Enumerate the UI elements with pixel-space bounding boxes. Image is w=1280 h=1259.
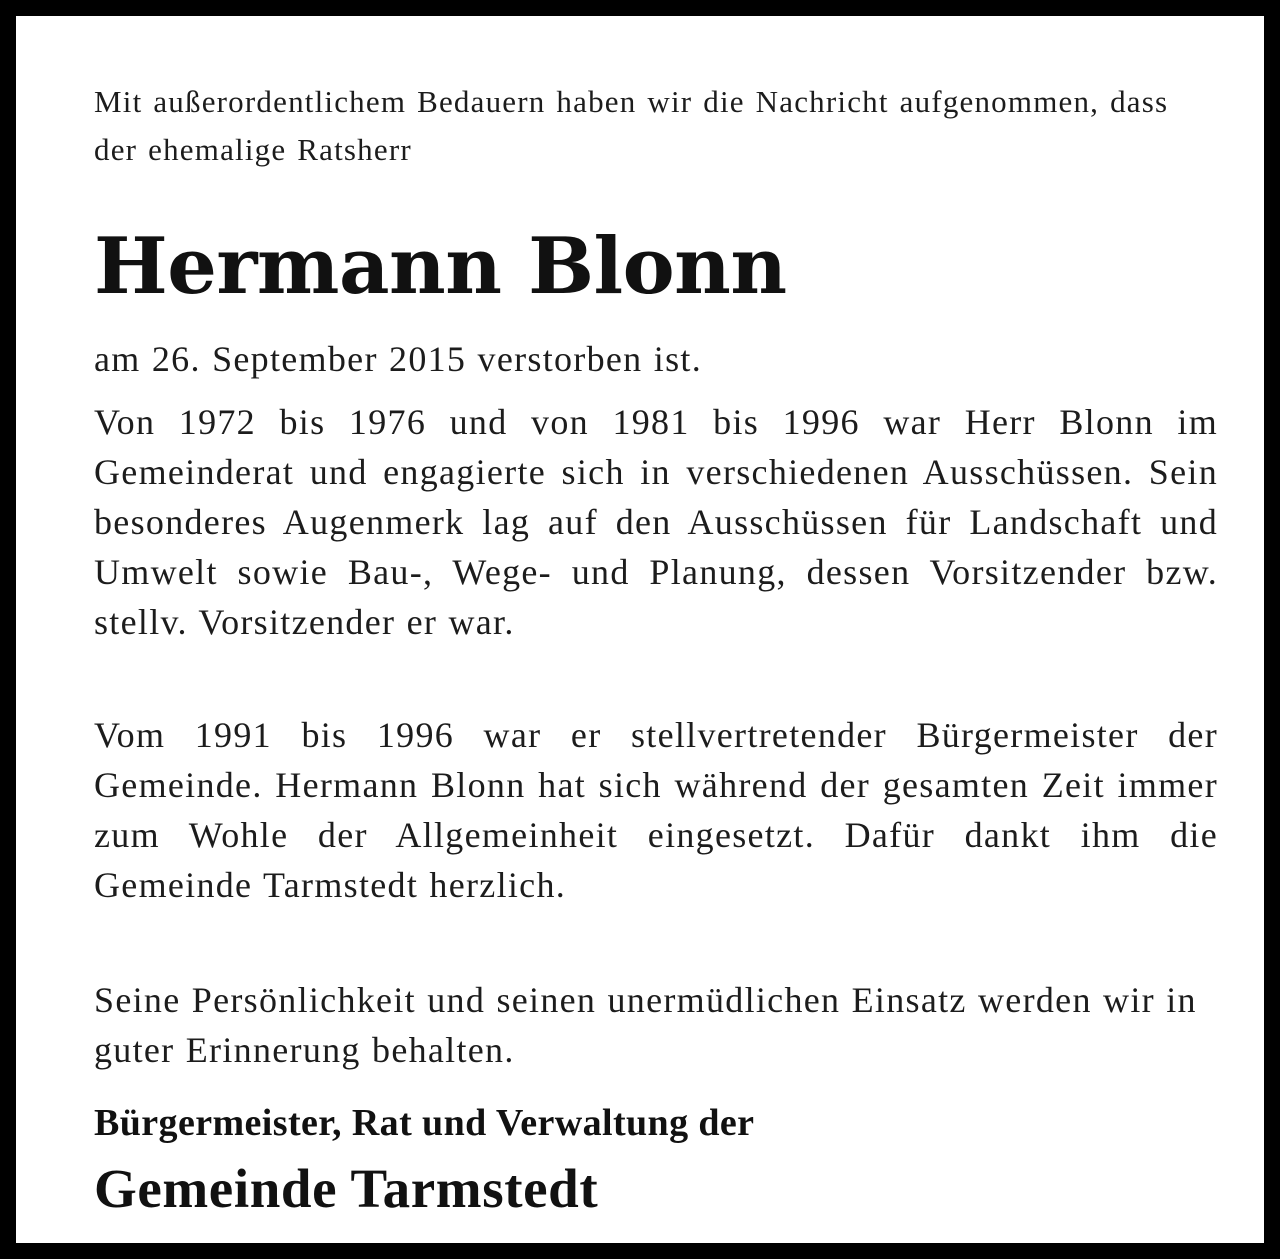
- deceased-name: Hermann Blonn: [94, 221, 787, 312]
- death-date-line: am 26. September 2015 verstorben ist.: [94, 339, 702, 379]
- council-service-paragraph: Von 1972 bis 1976 und von 1981 bis 1996 war Herr Blonn im Gemeinderat und engagierte sich in verschiedenen Ausschüssen. Sein besonderes Augenmerk lag auf den Ausschüssen für Landschaft und Umwelt sowie Bau-, Wege- und Planung, dessen Vorsitzender bzw. stellv. Vorsitzender er war.: [94, 402, 1218, 642]
- intro-text: Mit außerordentlichem Bedauern haben wir die Nachricht aufgenommen, dass der ehemalige Ratsherr: [94, 84, 1169, 167]
- remembrance-paragraph: Seine Persönlichkeit und seinen unermüdlichen Einsatz werden wir in guter Erinnerung behalten.: [94, 980, 1197, 1070]
- deputy-mayor-paragraph: Vom 1991 bis 1996 war er stellvertretender Bürgermeister der Gemeinde. Hermann Blonn hat sich während der gesamten Zeit immer zum Wohle der Allgemeinheit eingesetzt. Dafür dankt ihm die Gemeinde Tarmstedt herzlich.: [94, 715, 1218, 905]
- municipality-name: Gemeinde Tarmstedt: [94, 1158, 599, 1219]
- signers-line: Bürgermeister, Rat und Verwaltung der: [94, 1102, 755, 1144]
